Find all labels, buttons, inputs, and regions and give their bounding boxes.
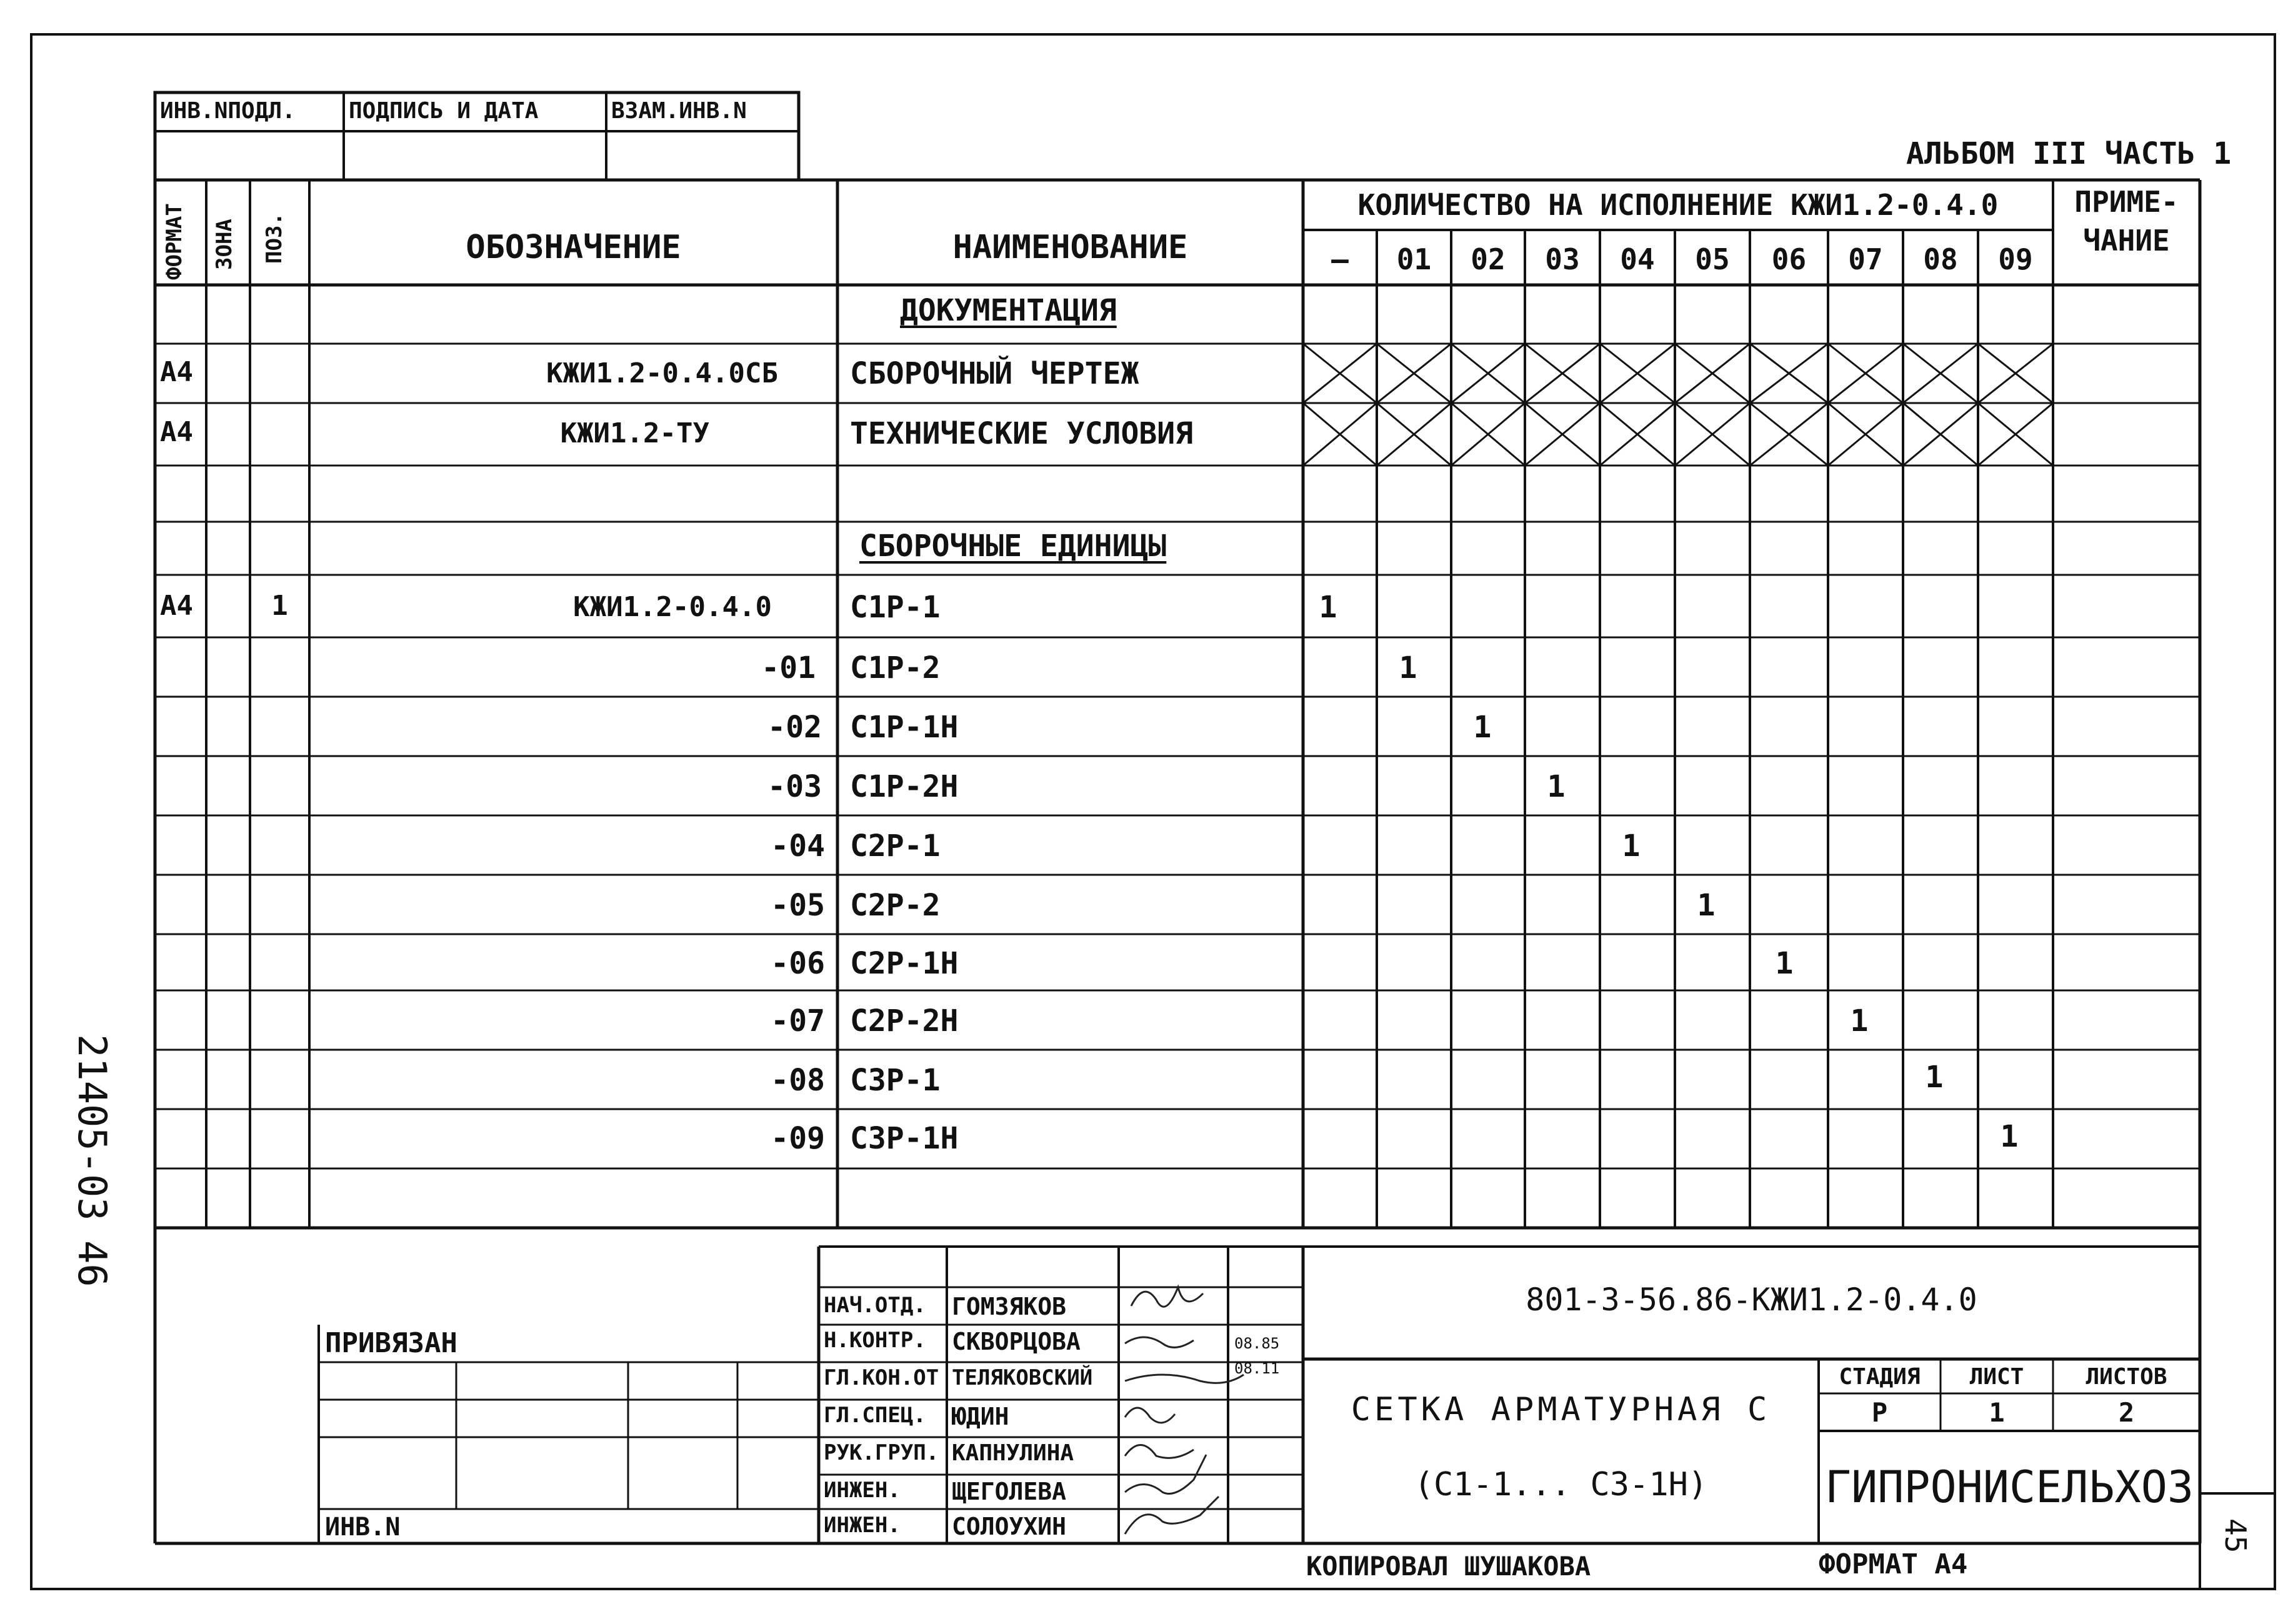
row-name: С3Р-1 xyxy=(850,1063,941,1098)
signer-date: 08.85 xyxy=(1234,1335,1280,1352)
organization-name: ГИПРОНИСЕЛЬХОЗ xyxy=(1824,1462,2194,1513)
poz-header: ПОЗ. xyxy=(262,212,287,264)
row-designation: КЖИ1.2-0.4.0СБ xyxy=(546,357,778,389)
variant-header: 03 xyxy=(1545,242,1580,276)
row-name: С2Р-2Н xyxy=(850,1004,959,1039)
row-qty: 1 xyxy=(2000,1119,2019,1154)
signer-name: ЩЕГОЛЕВА xyxy=(952,1478,1067,1505)
row-format: А4 xyxy=(160,590,193,622)
vzam-inv-label: ВЗАМ.ИНВ.N xyxy=(611,98,747,124)
row-format: А4 xyxy=(160,356,193,388)
row-name: С1Р-2 xyxy=(850,650,941,685)
page-number-right: 45 xyxy=(2219,1518,2252,1553)
variant-header: 08 xyxy=(1923,242,1958,276)
archive-number: 21405-03 xyxy=(69,1034,115,1221)
list-label: ЛИСТ xyxy=(1969,1364,2024,1390)
signer-name: СОЛОУХИН xyxy=(952,1513,1067,1540)
stadia-value: Р xyxy=(1871,1397,1888,1428)
oboznachenie-header: ОБОЗНАЧЕНИЕ xyxy=(466,229,681,266)
podpis-data-label: ПОДПИСЬ И ДАТА xyxy=(349,98,539,124)
row-name: С2Р-2 xyxy=(850,888,941,923)
row-qty: 1 xyxy=(1547,769,1566,804)
row-name: С1Р-1 xyxy=(850,590,941,625)
row-qty: 1 xyxy=(1850,1004,1869,1039)
row-designation: -09 xyxy=(771,1121,825,1156)
signer-date: 08.11 xyxy=(1234,1360,1280,1377)
primechanie-header-2: ЧАНИЕ xyxy=(2083,224,2170,257)
row-format: А4 xyxy=(160,416,193,448)
signer-role: ГЛ.КОН.ОТ xyxy=(824,1365,939,1390)
row-designation: КЖИ1.2-0.4.0 xyxy=(573,591,772,623)
page-number-left: 46 xyxy=(69,1240,115,1287)
drawing-title-line-2: (С1-1... С3-1Н) xyxy=(1414,1466,1708,1503)
copied-by: КОПИРОВАЛ ШУШАКОВА xyxy=(1306,1551,1591,1582)
section-heading-assemblies: СБОРОЧНЫЕ ЕДИНИЦЫ xyxy=(859,529,1167,564)
row-name: С1Р-2Н xyxy=(850,769,959,804)
row-qty: 1 xyxy=(1622,829,1641,864)
signer-name: ГОМЗЯКОВ xyxy=(952,1293,1067,1320)
row-designation: -06 xyxy=(771,946,825,981)
row-designation: -05 xyxy=(771,888,825,923)
format-footer: ФОРМАТ А4 xyxy=(1819,1548,1968,1580)
signer-role: РУК.ГРУП. xyxy=(824,1440,939,1465)
album-label: АЛЬБОМ III ЧАСТЬ 1 xyxy=(1906,136,2232,171)
row-designation: -01 xyxy=(761,650,816,685)
section-heading-documentation: ДОКУМЕНТАЦИЯ xyxy=(900,293,1117,328)
signer-role: ИНЖЕН. xyxy=(824,1513,901,1538)
listov-label: ЛИСТОВ xyxy=(2086,1364,2167,1390)
row-qty: 1 xyxy=(1399,650,1417,685)
inv-podl-label: ИНВ.NПОДЛ. xyxy=(160,98,296,124)
inv-n-label: ИНВ.N xyxy=(325,1513,401,1542)
row-qty: 1 xyxy=(1697,888,1716,923)
variant-header: 06 xyxy=(1771,242,1807,276)
row-designation: -02 xyxy=(767,710,822,745)
variant-header: 07 xyxy=(1848,242,1883,276)
row-name: ТЕХНИЧЕСКИЕ УСЛОВИЯ xyxy=(850,416,1194,451)
signer-role: Н.КОНТР. xyxy=(824,1328,926,1353)
variant-header: — xyxy=(1331,242,1349,276)
signer-role: НАЧ.ОТД. xyxy=(824,1293,926,1318)
format-header: ФОРМАТ xyxy=(162,203,187,280)
document-code: 801-3-56.86-КЖИ1.2-0.4.0 xyxy=(1526,1282,1977,1318)
row-designation: КЖИ1.2-ТУ xyxy=(560,417,709,449)
row-name: С1Р-1Н xyxy=(850,710,959,745)
variant-header: 09 xyxy=(1998,242,2033,276)
row-designation: -07 xyxy=(771,1004,825,1039)
row-qty: 1 xyxy=(1473,710,1492,745)
row-designation: -03 xyxy=(767,769,822,804)
row-name: СБОРОЧНЫЙ ЧЕРТЕЖ xyxy=(850,356,1139,391)
zona-header: ЗОНА xyxy=(212,219,237,270)
naimenovanie-header: НАИМЕНОВАНИЕ xyxy=(952,229,1188,266)
row-name: С3Р-1Н xyxy=(850,1121,959,1156)
row-qty: 1 xyxy=(1925,1060,1944,1095)
signer-role: ИНЖЕН. xyxy=(824,1478,901,1503)
signer-name: ЮДИН xyxy=(952,1403,1009,1430)
signer-name: КАПНУЛИНА xyxy=(952,1440,1074,1466)
variant-header: 04 xyxy=(1620,242,1655,276)
row-name: С2Р-1Н xyxy=(850,946,959,981)
signer-name: СКВОРЦОВА xyxy=(952,1328,1081,1355)
row-qty: 1 xyxy=(1319,590,1337,625)
stadia-label: СТАДИЯ xyxy=(1839,1364,1921,1390)
list-value: 1 xyxy=(1989,1397,2005,1428)
variant-header: 05 xyxy=(1695,242,1730,276)
row-designation: -08 xyxy=(771,1063,825,1098)
row-qty: 1 xyxy=(1775,946,1794,981)
row-designation: -04 xyxy=(771,829,825,864)
privyazan-label: ПРИВЯЗАН xyxy=(325,1327,457,1359)
signer-name: ТЕЛЯКОВСКИЙ xyxy=(952,1365,1093,1390)
primechanie-header-1: ПРИМЕ- xyxy=(2074,185,2179,219)
listov-value: 2 xyxy=(2118,1397,2135,1428)
row-name: С2Р-1 xyxy=(850,829,941,864)
drawing-title-line-1: СЕТКА АРМАТУРНАЯ С xyxy=(1351,1391,1771,1428)
variant-header: 02 xyxy=(1471,242,1506,276)
row-position: 1 xyxy=(271,590,288,622)
signer-role: ГЛ.СПЕЦ. xyxy=(824,1403,926,1428)
variant-header: 01 xyxy=(1396,242,1432,276)
kolichestvo-header: КОЛИЧЕСТВО НА ИСПОЛНЕНИЕ КЖИ1.2-0.4.0 xyxy=(1357,188,1999,222)
